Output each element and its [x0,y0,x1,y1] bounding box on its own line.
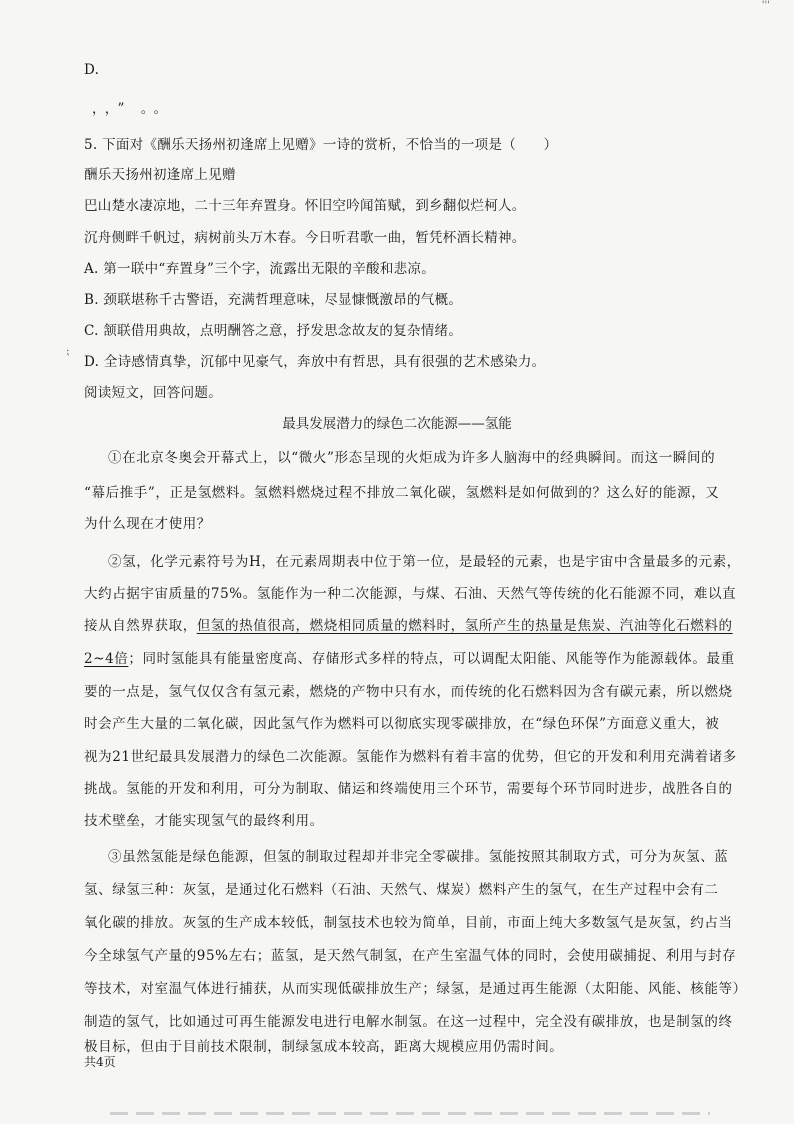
p2-underlined-text: 但氢的热值很高，燃烧相同质量的燃料时，氢所产生的热量是焦炭、汽油等化石燃料的 [196,618,733,634]
scan-artifact [110,1112,710,1115]
reading-instruction: 阅读短文，回答问题。 [84,385,222,401]
p3-line: ③虽然氢能是绿色能源，但氢的制取过程却并非完全零碳排。氢能按照其制取方式，可分为灰氢、蓝 [108,849,729,865]
q5-option-d: D. 全诗感情真挚，沉郁中见豪气，奔放中有哲思，具有很强的艺术感染力。 [84,354,546,370]
p2-line: 大约占据宇宙质量的75%。氢能作为一种二次能源，与煤、石油、天然气等传统的化石能源不同，难以直 [84,586,737,602]
p3-line: 氢、绿氢三种：灰氢，是通过化石燃料（石油、天然气、煤炭）燃料产生的氢气，在生产过程中会有二 [84,882,719,898]
p2-line: 技术壁垒，才能实现氢气的最终利用。 [84,813,324,829]
q4-option-d: D. [84,62,100,78]
q4-option-d-marks: ，，” 。。 [92,101,173,117]
page-count: 共4页 [84,1055,116,1069]
p2-line: 视为21世纪最具发展潜力的绿色二次能源。氢能作为燃料有着丰富的优势，但它的开发和利用充满着诸多 [84,749,737,765]
p2-line: 要的一点是，氢气仅仅含有氢元素，燃烧的产物中只有水，而传统的化石燃料因为含有碳元素，所以燃烧 [84,684,733,700]
corner-mark: ''' [761,0,770,11]
p2-plain-text: 接从自然界获取， [84,618,197,634]
p2-line: 挑战。氢能的开发和利用，可分为制取、储运和终端使用三个环节，需要每个环节同时进步，战胜各自的 [84,781,733,797]
p3-line: 等技术，对室温气体进行捕获，从而实现低碳排放生产；绿氢，是通过再生能源（太阳能、风能、核能等） [84,981,747,997]
p2-underlined-text: 2~4倍 [84,651,129,667]
p3-line: 今全球氢气产量的95%左右；蓝氢，是天然气制氢，在产生室温气体的同时，会使用碳捕捉、利用与封存 [84,948,737,964]
p2-plain-text: ；同时氢能具有能量密度高、存储形式多样的特点，可以调配太阳能、风能等作为能源载体。最重 [128,651,735,667]
q5-option-c: C. 颔联借用典故，点明酬答之意，抒发思念故友的复杂情绪。 [84,323,463,339]
q5-option-b: B. 颈联堪称千古警语，充满哲理意味，尽显慷慨激昂的气概。 [84,292,463,308]
scan-mark: ⁏ [66,346,70,357]
p2-line [84,647,735,667]
poem-line-2: 沉舟侧畔千帆过，病树前头万木春。今日听君歌一曲，暂凭杯酒长精神。 [84,230,526,246]
p3-line: 氧化碳的排放。灰氢的生产成本较低，制氢技术也较为简单，目前，市面上纯大多数氢气是灰氢，约占当 [84,915,733,931]
p3-line: 极目标，但由于目前技术限制，制绿氢成本较高，距离大规模应用仍需时间。 [84,1039,564,1055]
poem-title: 酬乐天扬州初逢席上见赠 [84,167,236,183]
p2-line: ②氢，化学元素符号为H，在元素周期表中位于第一位，是最轻的元素，也是宇宙中含量最多的元素， [108,554,741,570]
q5-stem: 5. 下面对《酬乐天扬州初逢席上见赠》一诗的赏析，不恰当的一项是（ ） [84,137,558,153]
q5-option-a: A. 第一联中“弃置身”三个字，流露出无限的辛酸和悲凉。 [84,261,436,277]
p3-line: 制造的氢气，比如通过可再生能源发电进行电解水制氢。在这一过程中，完全没有碳排放，也是制氢的终 [84,1014,733,1030]
p2-line [84,614,733,634]
p1-line: 为什么现在才使用？ [84,516,211,532]
p1-line: ①在北京冬奥会开幕式上，以“微火”形态呈现的火炬成为许多人脑海中的经典瞬间。而这一瞬间的 [108,450,716,466]
poem-line-1: 巴山楚水凄凉地，二十三年弃置身。怀旧空吟闻笛赋，到乡翻似烂柯人。 [84,198,526,214]
p1-line: “幕后推手”，正是氢燃料。氢燃料燃烧过程不排放二氧化碳，氢燃料是如何做到的？这么好的能源，又 [84,485,720,501]
p2-line: 时会产生大量的二氧化碳，因此氢气作为燃料可以彻底实现零碳排放，在“绿色环保”方面意义重大，被 [84,716,720,732]
article-title: 最具发展潜力的绿色二次能源——氢能 [282,416,512,432]
